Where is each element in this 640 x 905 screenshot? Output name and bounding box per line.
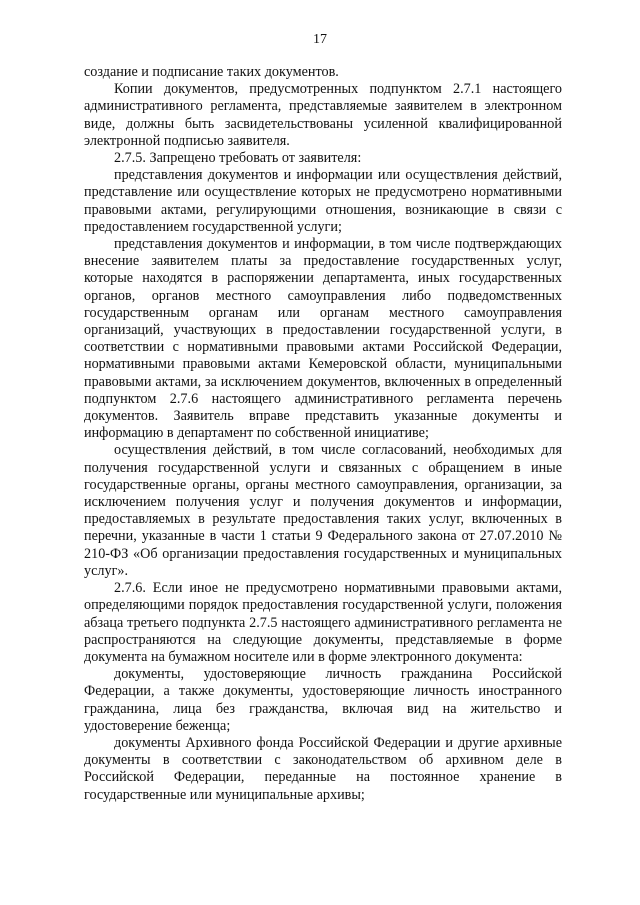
paragraph-continuation: создание и подписание таких документов.: [84, 64, 339, 80]
paragraph-prohibited-actions: осуществления действий, в том числе согласований, необходимых для получения государственной услуги и связанных с обращением в иные государственные органы, органы местного самоуправления, организации, за исключением получения услуг и получения документов и информации, предоставляемых в результате предоставления таких услуг, включенных в перечни, указанные в части 1 статьи 9 Федерального закона от 27.07.2010 № 210-ФЗ «Об организации предоставления государственных и муниципальных услуг».: [84, 442, 562, 579]
paragraph-2-7-6: 2.7.6. Если иное не предусмотрено нормативными правовыми актами, определяющими порядок предоставления государственной услуги, положения абзаца третьего подпункта 2.7.5 настоящего административного регламента не распространяются на следующие документы, представляемые в форме документа на бумажном носителе или в форме электронного документа:: [84, 580, 562, 665]
page-number: 17: [313, 32, 327, 47]
paragraph-identity-documents: документы, удостоверяющие личность гражданина Российской Федерации, а также документы, удостоверяющие личность иностранного гражданина, лица без гражданства, включая вид на жительство и удостоверение беженца;: [84, 666, 562, 734]
document-body: [84, 64, 562, 804]
paragraph-copies-certification: Копии документов, предусмотренных подпунктом 2.7.1 настоящего административного регламента, представляемые заявителем в электронном виде, должны быть засвидетельствованы усиленной квалифицированной электронной подписью заявителя.: [84, 81, 562, 149]
paragraph-prohibited-information: представления документов и информации, в том числе подтверждающих внесение заявителем платы за предоставление государственных услуг, которые находятся в распоряжении департамента, иных государственных органов, органов местного самоуправления либо подведомственных государственным органам или органам местного самоуправления организаций, участвующих в предоставлении государственной услуги, в соответствии с нормативными правовыми актами Российской Федерации, нормативными правовыми актами Кемеровской области, муниципальными правовыми актами, за исключением документов, включенных в определенный подпунктом 2.7.6 настоящего административного регламента перечень документов. Заявитель вправе представить указанные документы и информацию в департамент по собственной инициативе;: [84, 236, 562, 442]
paragraph-prohibited-documents: представления документов и информации или осуществления действий, представление или осуществление которых не предусмотрено нормативными правовыми актами, регулирующими отношения, возникающие в связи с предоставлением государственной услуги;: [84, 167, 562, 235]
paragraph-archive-documents: документы Архивного фонда Российской Федерации и другие архивные документы в соответствии с законодательством об архивном деле в Российской Федерации, переданные на постоянное хранение в государственные или муниципальные архивы;: [84, 734, 562, 803]
paragraph-2-7-5-heading: 2.7.5. Запрещено требовать от заявителя:: [114, 150, 362, 167]
